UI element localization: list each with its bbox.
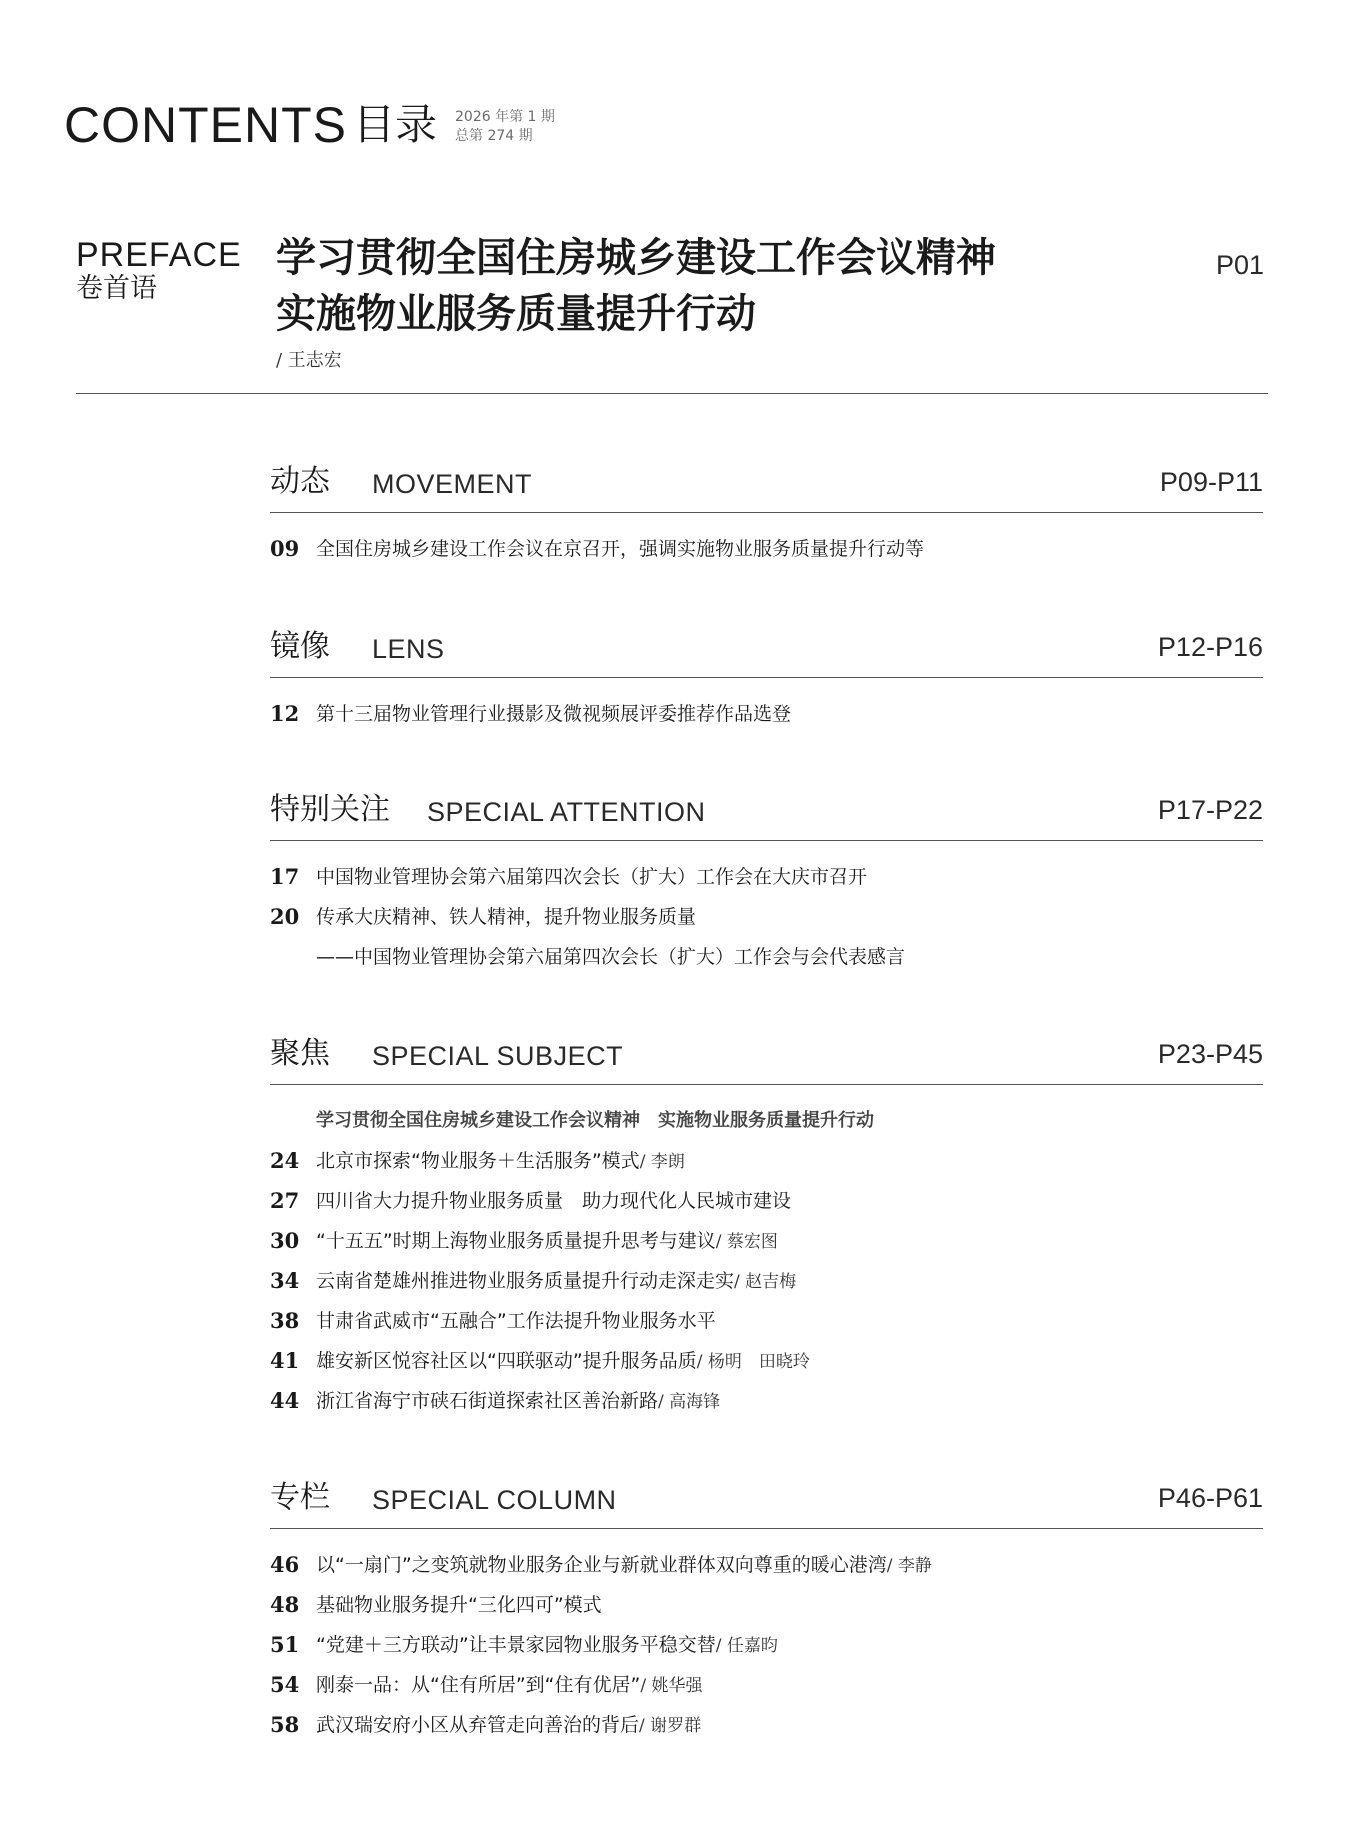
toc-entry-continuation[interactable] xyxy=(270,937,1263,977)
entry-page: 51 xyxy=(270,1632,300,1657)
preface-label-cn: 卷首语 xyxy=(76,273,157,304)
contents-title-cn: 目录 xyxy=(353,100,438,149)
entry-title: 北京市探索“物业服务＋生活服务”模式 xyxy=(316,1150,640,1172)
section-page-range: P12-P16 xyxy=(1157,632,1263,662)
entry-title: 基础物业服务提升“三化四可”模式 xyxy=(316,1594,602,1616)
section-title-en: SPECIAL SUBJECT xyxy=(372,1041,624,1071)
toc-entry[interactable] xyxy=(270,1625,1263,1665)
entry-title: 以“一扇门”之变筑就物业服务企业与新就业群体双向尊重的暖心港湾 xyxy=(316,1554,887,1576)
entry-title: 四川省大力提升物业服务质量 助力现代化人民城市建设 xyxy=(316,1190,792,1212)
preface-author: / 王志宏 xyxy=(276,350,342,371)
toc-entry[interactable] xyxy=(270,897,1263,937)
section-page-range: P23-P45 xyxy=(1157,1039,1263,1069)
section-lens xyxy=(270,615,1263,734)
toc-entry[interactable] xyxy=(270,1141,1263,1181)
section-page-range: P46-P61 xyxy=(1157,1483,1263,1513)
entry-title: “十五五”时期上海物业服务质量提升思考与建议 xyxy=(316,1230,716,1252)
toc-entry[interactable] xyxy=(270,1341,1263,1381)
section-title-cn: 镜像 xyxy=(270,629,330,664)
issue-total: 总第 274 期 xyxy=(455,128,533,144)
toc-entry[interactable] xyxy=(270,1545,1263,1585)
section-header xyxy=(270,1466,1263,1529)
entry-page: 17 xyxy=(270,864,300,889)
entry-page: 34 xyxy=(270,1268,300,1293)
entry-page: 41 xyxy=(270,1348,300,1373)
entry-author: / 赵吉梅 xyxy=(734,1272,797,1292)
entry-page: 20 xyxy=(270,904,300,929)
section-title-cn: 动态 xyxy=(270,464,330,499)
contents-title-en: CONTENTS xyxy=(64,97,347,153)
entry-page: 12 xyxy=(270,701,300,726)
entry-title: 第十三届物业管理行业摄影及微视频展评委推荐作品选登 xyxy=(316,703,792,725)
section-title-cn: 聚焦 xyxy=(270,1036,330,1071)
issue-number: 2026 年第 1 期 xyxy=(455,109,555,125)
section-movement xyxy=(270,450,1263,569)
toc-entry[interactable] xyxy=(270,1665,1263,1705)
entry-page: 24 xyxy=(270,1148,300,1173)
section-page-range: P09-P11 xyxy=(1159,467,1263,497)
entry-title: 全国住房城乡建设工作会议在京召开，强调实施物业服务质量提升行动等 xyxy=(316,538,925,560)
entry-title: 雄安新区悦容社区以“四联驱动”提升服务品质 xyxy=(316,1350,697,1372)
entry-title: “党建＋三方联动”让丰景家园物业服务平稳交替 xyxy=(316,1634,716,1656)
masthead xyxy=(64,97,555,153)
toc-entry[interactable] xyxy=(270,1705,1263,1745)
entry-title: 甘肃省武威市“五融合”工作法提升物业服务水平 xyxy=(316,1310,716,1332)
entry-title: 中国物业管理协会第六届第四次会长（扩大）工作会在大庆市召开 xyxy=(316,866,868,888)
entry-page: 54 xyxy=(270,1672,300,1697)
section-special-attention xyxy=(270,778,1263,977)
entry-title: 刚泰一品：从“住有所居”到“住有优居” xyxy=(316,1674,641,1696)
entry-page: 09 xyxy=(270,536,300,561)
section-header xyxy=(270,450,1263,513)
entry-page: 46 xyxy=(270,1552,300,1577)
entry-subtitle: ——中国物业管理协会第六届第四次会长（扩大）工作会与会代表感言 xyxy=(316,946,906,968)
entry-title: 武汉瑞安府小区从弃管走向善治的背后 xyxy=(316,1714,640,1736)
entry-author: / 姚华强 xyxy=(640,1676,703,1696)
toc-entry[interactable] xyxy=(270,1585,1263,1625)
preface-label-en: PREFACE xyxy=(76,236,242,274)
toc-entry[interactable] xyxy=(270,1221,1263,1261)
entry-author: / 李静 xyxy=(886,1556,932,1576)
section-title-en: LENS xyxy=(372,634,445,664)
toc-entry[interactable] xyxy=(270,1301,1263,1341)
toc-entry[interactable] xyxy=(270,529,1263,569)
entry-page: 38 xyxy=(270,1308,300,1333)
subsection-heading: 学习贯彻全国住房城乡建设工作会议精神 实施物业服务质量提升行动 xyxy=(316,1110,874,1131)
section-special-subject xyxy=(270,1022,1263,1421)
section-title-en: SPECIAL COLUMN xyxy=(372,1485,617,1515)
preface-title-line2: 实施物业服务质量提升行动 xyxy=(276,291,756,337)
entry-page: 27 xyxy=(270,1188,300,1213)
section-header xyxy=(270,778,1263,841)
entry-author: / 李朗 xyxy=(639,1152,685,1172)
entry-author: / 杨明 田晓玲 xyxy=(696,1352,810,1372)
issue-info xyxy=(455,108,555,150)
toc-entry[interactable] xyxy=(270,1381,1263,1421)
section-title-en: MOVEMENT xyxy=(372,469,533,499)
entry-author: / 高海锋 xyxy=(658,1392,721,1412)
entry-author: / 谢罗群 xyxy=(639,1716,702,1736)
preface-page-number: P01 xyxy=(1215,250,1264,280)
entry-title: 云南省楚雄州推进物业服务质量提升行动走深走实 xyxy=(316,1270,735,1292)
section-title-cn: 特别关注 xyxy=(270,792,390,827)
entry-page: 44 xyxy=(270,1388,300,1413)
section-title-cn: 专栏 xyxy=(270,1480,330,1515)
entry-author: / 蔡宏图 xyxy=(715,1232,778,1252)
section-header xyxy=(270,1022,1263,1085)
toc-entry[interactable] xyxy=(270,857,1263,897)
entry-page: 58 xyxy=(270,1712,300,1737)
toc-entry[interactable] xyxy=(270,1181,1263,1221)
entry-author: / 任嘉昀 xyxy=(715,1636,778,1656)
toc-entry[interactable] xyxy=(270,1261,1263,1301)
entry-title: 浙江省海宁市硖石街道探索社区善治新路 xyxy=(316,1390,659,1412)
entry-page: 48 xyxy=(270,1592,300,1617)
toc-entry[interactable] xyxy=(270,694,1263,734)
preface-divider xyxy=(76,393,1268,394)
section-page-range: P17-P22 xyxy=(1157,795,1263,825)
section-special-column xyxy=(270,1466,1263,1745)
section-title-en: SPECIAL ATTENTION xyxy=(427,797,706,827)
preface-title-line1: 学习贯彻全国住房城乡建设工作会议精神 xyxy=(276,235,996,281)
section-header xyxy=(270,615,1263,678)
preface-title[interactable] xyxy=(276,230,996,342)
entry-page: 30 xyxy=(270,1228,300,1253)
preface-label xyxy=(76,238,242,306)
subsection-heading-row xyxy=(270,1101,1263,1141)
entry-title: 传承大庆精神、铁人精神，提升物业服务质量 xyxy=(316,906,697,928)
